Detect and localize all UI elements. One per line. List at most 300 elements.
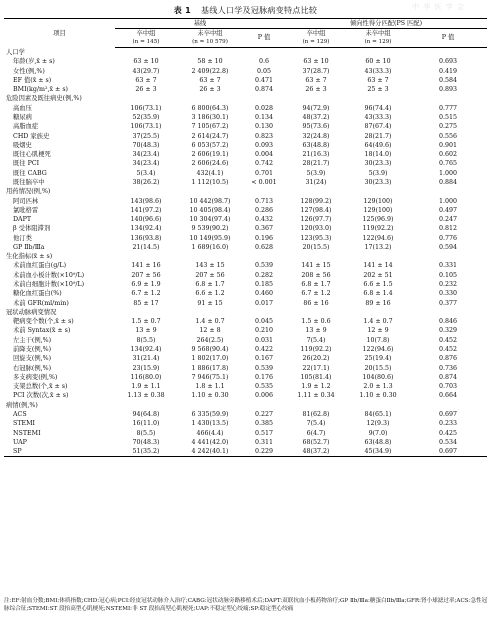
table-row	[4, 169, 487, 178]
section-heading: 人口学	[6, 49, 25, 56]
p-ps-cell: 0.664	[439, 392, 458, 400]
stroke-ps-cell: 21(16.3)	[302, 151, 330, 159]
stroke-ps-cell: 128(99.2)	[300, 197, 332, 205]
p-baseline-cell: 0.6	[259, 58, 270, 66]
p-baseline-cell: 0.874	[255, 86, 274, 94]
nostroke-ps-cell: 30(23.3)	[364, 178, 392, 186]
stroke-ps-cell: 86 ± 16	[303, 299, 329, 307]
nostroke-ps-cell: 28(21.7)	[364, 132, 392, 140]
row-label: DAPT	[13, 216, 32, 224]
nostroke-baseline-cell: 91 ± 15	[197, 299, 223, 307]
row-label: 既往心肌梗死	[13, 151, 51, 159]
stroke-ps-cell: 26(20.2)	[302, 355, 330, 363]
p-baseline-cell: 0.006	[255, 392, 274, 400]
table-row	[4, 373, 487, 382]
stroke-ps-cell: 63 ± 10	[303, 58, 329, 66]
nostroke-baseline-cell: 1 112(10.5)	[191, 178, 229, 186]
nostroke-baseline-cell: 2 606(24.6)	[191, 160, 229, 168]
nostroke-ps-cell: 6.6 ± 1.5	[363, 281, 393, 289]
table-row	[4, 317, 487, 326]
nostroke-ps-cell: 45(34.9)	[347, 447, 409, 457]
row-label: 既往脑卒中	[13, 178, 45, 186]
row-label: STEMI	[13, 420, 36, 428]
stroke-ps-cell: 63 ± 7	[305, 76, 327, 84]
stroke-baseline-cell: 207 ± 56	[131, 271, 161, 279]
p-baseline-cell: 0.628	[255, 243, 274, 251]
p-ps-cell: 0.884	[439, 178, 458, 186]
section-heading: 病情(例,%)	[6, 401, 38, 409]
p-ps-cell: 0.329	[439, 327, 458, 335]
nostroke-ps-cell: 10(7.8)	[366, 336, 390, 344]
stroke-ps-cell: 95(73.6)	[302, 123, 330, 131]
stroke-ps-cell: 48(37.2)	[302, 113, 330, 121]
p-baseline-cell: < 0.001	[251, 178, 277, 186]
stroke-baseline-cell: 63 ± 10	[133, 58, 159, 66]
table-row	[4, 391, 487, 400]
row-label: ACS	[13, 410, 27, 418]
nostroke-baseline-cell: 1 430(13.5)	[191, 420, 229, 428]
p-baseline-cell: 0.367	[255, 225, 274, 233]
stroke-baseline-cell: 63 ± 7	[135, 76, 157, 84]
header-stroke-ps	[285, 29, 347, 48]
table-row	[4, 85, 487, 94]
row-label: 高血压	[13, 104, 32, 112]
stroke-baseline-cell: 13 ± 9	[135, 327, 157, 335]
table-row	[4, 336, 487, 345]
section-heading-row	[4, 252, 487, 261]
p-baseline-cell: 0.460	[255, 290, 274, 298]
p-ps-cell: 0.425	[439, 429, 458, 437]
table-row	[4, 206, 487, 215]
p-ps-cell: 0.377	[439, 299, 458, 307]
header-n-label: (n = 10 579)	[192, 39, 228, 45]
table-row	[4, 234, 487, 243]
p-ps-cell: 0.697	[409, 447, 487, 457]
nostroke-baseline-cell: 4 242(40.1)	[177, 447, 243, 457]
stroke-baseline-cell: 136(93.8)	[130, 234, 162, 242]
nostroke-baseline-cell: 432(4.1)	[196, 169, 224, 177]
stroke-ps-cell: 141 ± 15	[301, 262, 331, 270]
header-group-ps-matched: 倾向性得分匹配(PS 匹配)	[285, 19, 487, 29]
table-row	[4, 159, 487, 168]
table-row	[4, 429, 487, 438]
p-ps-cell: 0.736	[439, 364, 458, 372]
stroke-baseline-cell: 51(35.2)	[115, 447, 177, 457]
stroke-baseline-cell: 134(92.4)	[130, 225, 162, 233]
nostroke-baseline-cell: 6.6 ± 1.2	[195, 290, 225, 298]
p-ps-cell: 0.901	[439, 141, 458, 149]
row-label: BMI(kg/m²,x̄ ± s)	[13, 86, 69, 94]
stroke-ps-cell: 208 ± 56	[301, 271, 331, 279]
nostroke-baseline-cell: 6.8 ± 1.7	[195, 281, 225, 289]
p-ps-cell: 0.419	[439, 67, 458, 75]
nostroke-baseline-cell: 10 405(98.4)	[189, 206, 231, 214]
nostroke-baseline-cell: 9 539(90.2)	[191, 225, 229, 233]
nostroke-ps-cell: 122(94.6)	[362, 234, 394, 242]
stroke-baseline-cell: 6.7 ± 1.2	[131, 290, 161, 298]
p-baseline-cell: 0.422	[255, 346, 274, 353]
nostroke-ps-cell: 202 ± 51	[363, 271, 393, 279]
stroke-ps-cell: 6.7 ± 1.2	[301, 290, 331, 298]
p-ps-cell: 0.497	[439, 206, 458, 214]
table-title: 基线人口学及冠脉病变特点比较	[201, 6, 318, 15]
row-label: 年龄(岁,x̄ ± s)	[13, 58, 55, 66]
row-label: GP Ⅱb/Ⅲa	[13, 243, 45, 251]
stroke-baseline-cell: 8(5.5)	[136, 429, 156, 437]
nostroke-baseline-cell: 26 ± 3	[199, 86, 221, 94]
section-heading: 生化指标(x̄ ± s)	[6, 253, 53, 261]
row-label: 糖尿病	[13, 113, 32, 121]
stroke-ps-cell: 105(81.4)	[300, 373, 332, 381]
header-item: 项目	[4, 19, 115, 48]
p-baseline-cell: 0.227	[255, 410, 274, 418]
stroke-ps-cell: 119(92.2)	[300, 346, 332, 353]
header-nostroke-baseline	[177, 29, 243, 48]
nostroke-baseline-cell: 6 800(64.3)	[191, 104, 229, 112]
stroke-baseline-cell: 21(14.5)	[132, 243, 160, 251]
stroke-baseline-cell: 5(3.4)	[136, 169, 156, 177]
stroke-baseline-cell: 1.13 ± 0.38	[127, 392, 165, 400]
header-n-label: (n = 129)	[302, 39, 330, 45]
p-ps-cell: 0.703	[439, 383, 458, 391]
nostroke-ps-cell: 12 ± 9	[367, 327, 389, 335]
section-heading-row	[4, 48, 487, 58]
row-label: 吸烟史	[13, 141, 32, 149]
row-label: 女性(例,%)	[13, 67, 45, 75]
stroke-ps-cell: 20(15.5)	[302, 243, 330, 251]
table-row	[4, 410, 487, 419]
row-label: SP	[4, 447, 115, 457]
stroke-ps-cell: 1.9 ± 1.2	[301, 383, 331, 391]
watermark: 中 华 医 学 会	[412, 3, 465, 11]
nostroke-ps-cell: 63(48.8)	[364, 438, 392, 446]
row-label: 既往 PCI	[13, 160, 40, 168]
stroke-ps-cell: 6.8 ± 1.7	[301, 281, 331, 289]
nostroke-ps-cell: 1.10 ± 0.30	[359, 392, 397, 400]
p-baseline-cell: 0.004	[255, 151, 274, 159]
nostroke-baseline-cell: 466(4.4)	[196, 429, 224, 437]
stroke-baseline-cell: 116(80.0)	[130, 373, 162, 381]
p-ps-cell: 0.812	[439, 225, 458, 233]
nostroke-baseline-cell: 1 802(17.0)	[191, 355, 229, 363]
stroke-ps-cell: 26 ± 3	[305, 86, 327, 94]
p-baseline-cell: 0.130	[255, 123, 274, 131]
nostroke-baseline-cell: 2 606(19.1)	[191, 151, 229, 159]
row-label: 前降支(例,%)	[13, 346, 52, 353]
table-row	[4, 280, 487, 289]
row-label: PCI 次数(次,x̄ ± s)	[13, 392, 69, 400]
stroke-ps-cell: 7(5.4)	[306, 336, 326, 344]
p-ps-cell: 0.105	[439, 271, 458, 279]
p-baseline-cell: 0.535	[255, 383, 274, 391]
section-heading-row	[4, 187, 487, 196]
stroke-ps-cell: 81(62.8)	[302, 410, 330, 418]
nostroke-ps-cell: 1.4 ± 0.7	[363, 318, 393, 326]
stroke-baseline-cell: 26 ± 3	[135, 86, 157, 94]
table-row	[4, 141, 487, 150]
p-baseline-cell: 0.471	[255, 76, 274, 84]
header-stroke-label: 卒中组	[306, 30, 326, 37]
p-baseline-cell: 0.134	[255, 113, 274, 121]
p-ps-cell: 0.515	[439, 113, 458, 121]
stroke-baseline-cell: 31(21.4)	[132, 355, 160, 363]
row-label: 回旋支(例,%)	[13, 355, 52, 363]
p-ps-cell: 0.777	[439, 104, 458, 112]
stroke-baseline-cell: 1.9 ± 1.1	[131, 383, 161, 391]
p-ps-cell: 0.534	[439, 438, 458, 446]
table-row	[4, 345, 487, 354]
stroke-baseline-cell: 141 ± 16	[131, 262, 161, 270]
p-baseline-cell: 0.385	[255, 420, 274, 428]
stroke-baseline-cell: 16(11.0)	[132, 420, 160, 428]
nostroke-ps-cell: 129(100)	[363, 206, 393, 214]
p-baseline-cell: 0.539	[255, 262, 274, 270]
p-ps-cell: 0.330	[439, 290, 458, 298]
stroke-ps-cell: 1.5 ± 0.6	[301, 318, 331, 326]
stroke-baseline-cell: 143(98.6)	[130, 197, 162, 205]
p-baseline-cell: 0.823	[255, 132, 274, 140]
nostroke-baseline-cell: 2 409(22.8)	[191, 67, 229, 75]
p-baseline-cell: 0.742	[255, 160, 274, 168]
p-baseline-cell: 0.539	[255, 364, 274, 372]
nostroke-ps-cell: 30(23.3)	[364, 160, 392, 168]
nostroke-ps-cell: 25 ± 3	[367, 86, 389, 94]
row-label: 术前血小板计数(×10⁹/L)	[13, 271, 85, 279]
table-row	[4, 104, 487, 113]
section-heading-row	[4, 308, 487, 317]
section-heading-row	[4, 401, 487, 410]
row-label: 靶病变个数(个,x̄ ± s)	[13, 318, 74, 326]
row-label: 术前白细胞计数(×10⁹/L)	[13, 281, 85, 289]
table-row	[4, 57, 487, 66]
nostroke-ps-cell: 43(33.3)	[364, 113, 392, 121]
row-label: 右冠脉(例,%)	[13, 364, 52, 372]
stroke-baseline-cell: 106(73.1)	[130, 123, 162, 131]
p-ps-cell: 0.232	[439, 281, 458, 289]
nostroke-ps-cell: 141 ± 14	[363, 262, 393, 270]
p-ps-cell: 0.247	[439, 216, 458, 224]
stroke-ps-cell: 31(24)	[305, 178, 327, 186]
table-row	[4, 354, 487, 363]
p-ps-cell: 0.331	[439, 262, 458, 270]
p-baseline-cell: 0.286	[255, 206, 274, 214]
p-ps-cell: 0.765	[439, 160, 458, 168]
row-label: 他汀类	[13, 234, 32, 242]
nostroke-baseline-cell: 3 186(30.1)	[191, 113, 229, 121]
nostroke-baseline-cell: 1 886(17.8)	[191, 364, 229, 372]
section-heading: 冠状动脉病变情况	[6, 308, 57, 316]
row-label: 阿司匹林	[13, 197, 39, 205]
stroke-ps-cell: 6(4.7)	[306, 429, 326, 437]
nostroke-baseline-cell: 1 689(16.0)	[191, 243, 229, 251]
stroke-baseline-cell: 23(15.9)	[132, 364, 160, 372]
baseline-table	[4, 18, 487, 457]
nostroke-ps-cell: 12(9.3)	[366, 420, 390, 428]
row-label: β 受体阻滞剂	[13, 225, 51, 233]
row-label: 高脂血症	[13, 123, 39, 131]
nostroke-ps-cell: 63 ± 7	[367, 76, 389, 84]
nostroke-ps-cell: 25(19.4)	[364, 355, 392, 363]
nostroke-ps-cell: 104(80.6)	[362, 373, 394, 381]
p-ps-cell: 0.233	[439, 420, 458, 428]
row-label: CHD 家族史	[13, 132, 50, 140]
table-row	[4, 224, 487, 233]
nostroke-baseline-cell: 10 442(98.7)	[189, 197, 231, 205]
nostroke-baseline-cell: 1.8 ± 1.1	[195, 383, 225, 391]
p-ps-cell: 0.874	[439, 373, 458, 381]
p-ps-cell: 0.876	[439, 355, 458, 363]
nostroke-ps-cell: 43(33.3)	[364, 67, 392, 75]
p-baseline-cell: 0.031	[255, 336, 274, 344]
stroke-ps-cell: 63(48.8)	[302, 141, 330, 149]
p-ps-cell: 0.846	[439, 318, 458, 326]
stroke-ps-cell: 126(97.7)	[300, 216, 332, 224]
p-baseline-cell: 0.282	[255, 271, 274, 279]
p-ps-cell: 0.584	[439, 76, 458, 84]
stroke-ps-cell: 7(5.4)	[306, 420, 326, 428]
stroke-baseline-cell: 134(92.4)	[130, 346, 162, 353]
stroke-baseline-cell: 1.5 ± 0.7	[131, 318, 161, 326]
table-row	[4, 447, 487, 457]
nostroke-baseline-cell: 10 304(97.4)	[189, 216, 231, 224]
table-row	[4, 197, 487, 206]
header-nostroke-ps	[347, 29, 409, 48]
nostroke-baseline-cell: 10 149(95.9)	[189, 234, 231, 242]
stroke-baseline-cell: 70(48.3)	[132, 438, 160, 446]
table-row	[4, 438, 487, 447]
p-baseline-cell: 0.210	[255, 327, 274, 335]
nostroke-baseline-cell: 2 614(24.7)	[191, 132, 229, 140]
header-n-label: (n = 145)	[132, 39, 160, 45]
p-baseline-cell: 0.432	[255, 216, 274, 224]
nostroke-baseline-cell: 143 ± 15	[195, 262, 225, 270]
nostroke-baseline-cell: 4 441(42.0)	[191, 438, 229, 446]
stroke-ps-cell: 120(93.0)	[300, 225, 332, 233]
section-heading-row	[4, 94, 487, 103]
section-heading: 用药情况(例,%)	[6, 188, 51, 196]
table-number: 表 1	[173, 6, 192, 15]
table-footnote: 注:EF:射血分数;BMI:体质指数;CHD:冠心病;PCI:经皮冠状动脉介入治疗;CABG:冠状动脉旁路移植术后;DAPT:双联抗血小板药物治疗;GP Ⅱb/Ⅲa:糖蛋白Ⅱb/Ⅲa;GFR:肾小球滤过率;ACS:急性冠脉综合征;STEMI:ST 段抬高型心肌梗死;NSTEMI:非 ST 段抬高型心肌梗死;UAP:不稳定型心绞痛;SP:稳定型心绞痛	[4, 598, 488, 612]
p-baseline-cell: 0.229	[243, 447, 285, 457]
nostroke-ps-cell: 122(94.6)	[362, 346, 394, 353]
row-label: 支架总数(个,x̄ ± s)	[13, 383, 68, 391]
header-n-label: (n = 129)	[364, 39, 392, 45]
nostroke-ps-cell: 9(7.0)	[368, 429, 388, 437]
stroke-baseline-cell: 34(23.4)	[132, 160, 160, 168]
stroke-ps-cell: 1.11 ± 0.34	[297, 392, 335, 400]
nostroke-ps-cell: 129(100)	[363, 197, 393, 205]
p-ps-cell: 0.693	[439, 58, 458, 66]
row-label: 术前 Syntax(x̄ ± s)	[13, 327, 71, 335]
table-row	[4, 113, 487, 122]
stroke-ps-cell: 127(98.4)	[300, 206, 332, 214]
nostroke-baseline-cell: 207 ± 56	[195, 271, 225, 279]
stroke-ps-cell: 94(72.9)	[302, 104, 330, 112]
stroke-baseline-cell: 141(97.2)	[130, 206, 162, 214]
nostroke-ps-cell: 18(14.0)	[364, 151, 392, 159]
nostroke-ps-cell: 60 ± 10	[365, 58, 391, 66]
table-row	[4, 67, 487, 76]
header-p-ps: P 值	[409, 29, 487, 48]
stroke-ps-cell: 5(3.9)	[306, 169, 326, 177]
nostroke-baseline-cell: 1.10 ± 0.30	[191, 392, 229, 400]
p-ps-cell: 1.000	[439, 197, 458, 205]
table-row	[4, 382, 487, 391]
p-baseline-cell: 0.701	[255, 169, 274, 177]
stroke-baseline-cell: 43(29.7)	[132, 67, 160, 75]
nostroke-ps-cell: 89 ± 16	[365, 299, 391, 307]
header-p-baseline: P 值	[243, 29, 285, 48]
p-baseline-cell: 0.167	[255, 355, 274, 363]
stroke-ps-cell: 28(21.7)	[302, 160, 330, 168]
p-baseline-cell: 0.017	[255, 299, 274, 307]
row-label: 既往 CABG	[13, 169, 47, 177]
stroke-baseline-cell: 70(48.3)	[132, 141, 160, 149]
table-row	[4, 150, 487, 159]
table-row	[4, 419, 487, 428]
nostroke-ps-cell: 87(67.4)	[364, 123, 392, 131]
row-label: EF 值(x̄ ± s)	[13, 76, 52, 84]
row-label: 术前 GFR(ml/min)	[13, 299, 69, 307]
header-stroke-baseline	[115, 29, 177, 48]
stroke-ps-cell: 123(95.3)	[300, 234, 332, 242]
table-row	[4, 271, 487, 280]
stroke-baseline-cell: 106(73.1)	[130, 104, 162, 112]
header-nostroke-label: 未卒中组	[365, 30, 391, 37]
p-baseline-cell: 0.028	[255, 104, 274, 112]
stroke-baseline-cell: 8(5.5)	[136, 336, 156, 344]
row-label: NSTEMI	[13, 429, 41, 437]
nostroke-ps-cell: 20(15.5)	[364, 364, 392, 372]
nostroke-baseline-cell: 6 053(57.2)	[191, 141, 229, 149]
table-row	[4, 326, 487, 335]
p-baseline-cell: 0.093	[255, 141, 274, 149]
header-nostroke-label: 未卒中组	[197, 30, 223, 37]
row-label: 糖化血红蛋白(%)	[13, 290, 62, 298]
table-row	[4, 289, 487, 298]
section-heading: 危险因素及既往病史(例,%)	[6, 95, 82, 103]
table-row	[4, 178, 487, 187]
p-ps-cell: 0.275	[439, 123, 458, 131]
nostroke-baseline-cell: 58 ± 10	[197, 58, 223, 66]
stroke-baseline-cell: 94(64.8)	[132, 410, 160, 418]
table-row	[4, 243, 487, 252]
stroke-baseline-cell: 37(25.5)	[132, 132, 160, 140]
stroke-ps-cell: 13 ± 9	[305, 327, 327, 335]
stroke-ps-cell: 68(52.7)	[302, 438, 330, 446]
nostroke-baseline-cell: 12 ± 8	[199, 327, 221, 335]
stroke-ps-cell: 32(24.8)	[302, 132, 330, 140]
table-row	[4, 261, 487, 270]
p-ps-cell: 0.697	[439, 410, 458, 418]
table-row	[4, 76, 487, 85]
p-baseline-cell: 0.185	[255, 281, 274, 289]
nostroke-ps-cell: 125(96.9)	[362, 216, 394, 224]
p-ps-cell: 0.556	[439, 132, 458, 140]
nostroke-ps-cell: 2.0 ± 1.3	[363, 383, 393, 391]
nostroke-ps-cell: 5(3.9)	[368, 169, 388, 177]
p-baseline-cell: 0.045	[255, 318, 274, 326]
nostroke-ps-cell: 84(65.1)	[364, 410, 392, 418]
stroke-ps-cell: 22(17.1)	[302, 364, 330, 372]
p-ps-cell: 0.594	[439, 243, 458, 251]
row-label: 多支病变(例,%)	[13, 373, 58, 381]
nostroke-ps-cell: 17(13.2)	[364, 243, 392, 251]
p-ps-cell: 0.776	[439, 234, 458, 242]
row-label: UAP	[13, 438, 27, 446]
nostroke-baseline-cell: 7 105(67.2)	[191, 123, 229, 131]
stroke-baseline-cell: 6.9 ± 1.9	[131, 281, 161, 289]
